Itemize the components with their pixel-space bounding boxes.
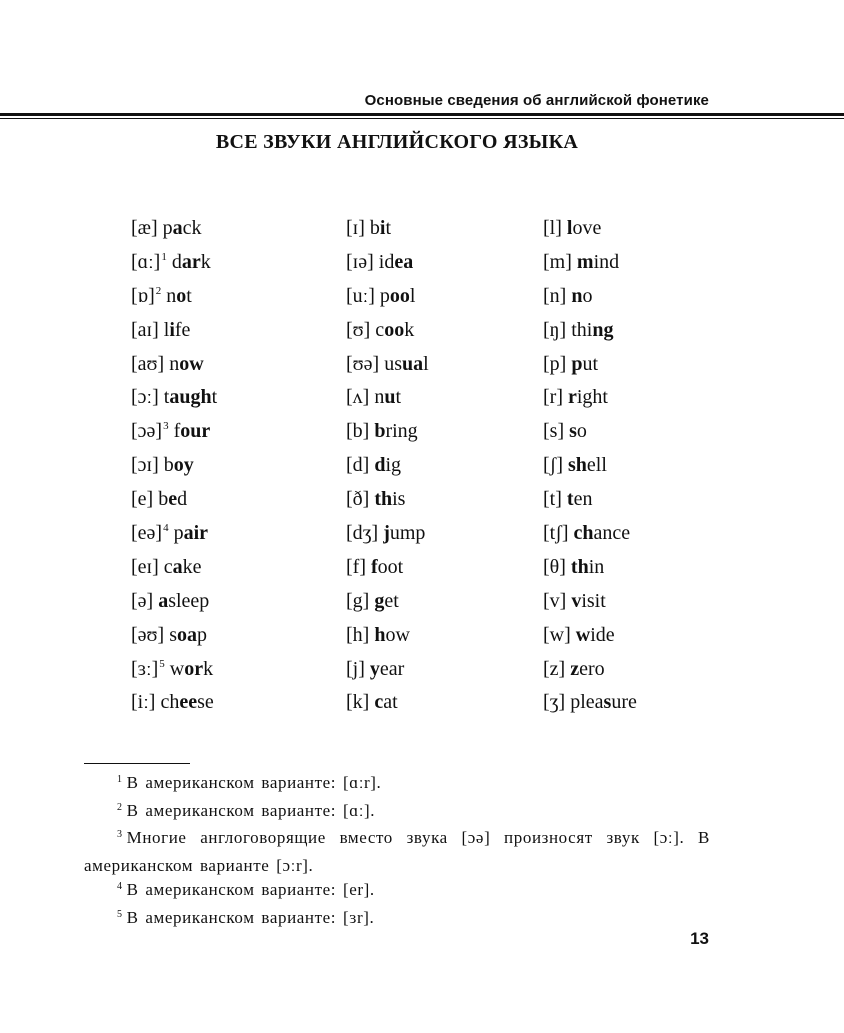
word-part: ear bbox=[379, 657, 405, 680]
example-word bbox=[379, 251, 413, 273]
example-word bbox=[571, 353, 598, 375]
example-word bbox=[374, 420, 417, 442]
ipa-symbol: [k] bbox=[346, 691, 370, 714]
sound-entry bbox=[543, 350, 637, 384]
word-part: p bbox=[173, 522, 184, 545]
word-part-highlight: d bbox=[374, 454, 386, 477]
sound-entry bbox=[131, 553, 217, 587]
sound-entry bbox=[543, 553, 637, 587]
ipa-symbol: [v] bbox=[543, 589, 567, 612]
example-word bbox=[370, 658, 404, 680]
word-part: n bbox=[166, 284, 177, 307]
word-part: d bbox=[177, 488, 188, 511]
footnote-3 bbox=[84, 826, 710, 878]
sound-entry bbox=[131, 282, 217, 316]
word-part: ump bbox=[389, 522, 426, 545]
word-part-highlight: z bbox=[570, 657, 580, 680]
example-word bbox=[169, 624, 207, 646]
word-part: t bbox=[211, 386, 218, 409]
word-part-highlight: oo bbox=[384, 318, 405, 341]
example-word bbox=[374, 590, 398, 612]
sound-entry bbox=[346, 282, 429, 316]
ipa-symbol: [m] bbox=[543, 250, 572, 273]
word-part-highlight: sh bbox=[567, 454, 587, 477]
word-part: l bbox=[423, 352, 429, 375]
page-number: 13 bbox=[690, 929, 709, 948]
word-part: se bbox=[197, 691, 214, 714]
sound-entry bbox=[346, 350, 429, 384]
ipa-symbol: [w] bbox=[543, 623, 571, 646]
example-word bbox=[571, 319, 613, 341]
sound-entry bbox=[346, 485, 429, 519]
word-part-highlight: th bbox=[570, 555, 589, 578]
ipa-symbol: [ʊ] bbox=[346, 318, 371, 341]
sound-entry bbox=[543, 316, 637, 350]
word-part: ig bbox=[385, 454, 402, 477]
word-part-highlight: e bbox=[168, 488, 178, 511]
word-part-highlight: j bbox=[383, 522, 390, 545]
footnote-ref: 2 bbox=[155, 284, 162, 297]
word-part-highlight: th bbox=[374, 488, 393, 511]
word-part: en bbox=[573, 488, 593, 511]
ipa-symbol: [ʌ] bbox=[346, 386, 370, 409]
word-part-highlight: m bbox=[576, 250, 594, 273]
word-part-highlight: oa bbox=[176, 623, 197, 646]
word-part-highlight: l bbox=[566, 217, 573, 239]
sound-entry bbox=[346, 688, 429, 722]
ipa-symbol: [aʊ] bbox=[131, 352, 165, 375]
word-part-highlight: t bbox=[566, 488, 574, 511]
word-part-highlight: s bbox=[603, 691, 612, 714]
word-part: is bbox=[392, 488, 406, 511]
example-word bbox=[568, 454, 607, 476]
ipa-symbol: [ɪə] bbox=[346, 250, 374, 273]
word-part: et bbox=[384, 589, 399, 612]
word-part: o bbox=[582, 284, 593, 307]
word-part: k bbox=[200, 250, 211, 273]
word-part: fe bbox=[174, 318, 191, 341]
ipa-symbol: [ɜː] bbox=[131, 657, 159, 680]
example-word bbox=[374, 488, 405, 510]
example-word bbox=[384, 353, 428, 375]
example-word bbox=[375, 319, 414, 341]
ipa-symbol: [g] bbox=[346, 589, 370, 612]
example-word bbox=[174, 522, 208, 544]
example-word bbox=[172, 251, 211, 273]
example-word bbox=[374, 691, 397, 713]
sound-entry bbox=[543, 688, 637, 722]
sound-entry bbox=[131, 248, 217, 282]
word-part-highlight: a bbox=[158, 589, 169, 612]
word-part-highlight: s bbox=[569, 420, 577, 443]
word-part: in bbox=[588, 555, 605, 578]
word-part: b bbox=[163, 454, 174, 477]
word-part: k bbox=[404, 318, 415, 341]
word-part-highlight: n bbox=[571, 284, 583, 307]
word-part: ance bbox=[593, 522, 631, 545]
ipa-symbol: [j] bbox=[346, 657, 365, 680]
footnote-text: Многие англоговорящие вместо звука [ɔə] произносят звук [ɔː]. В американском варианте [ɔːr]. bbox=[84, 828, 710, 875]
header-rule-thick bbox=[0, 113, 844, 116]
ipa-symbol: [ɔɪ] bbox=[131, 454, 159, 477]
word-part: n bbox=[374, 386, 385, 409]
ipa-symbol: [eə] bbox=[131, 522, 163, 545]
sound-entry bbox=[543, 485, 637, 519]
word-part: p bbox=[379, 284, 390, 307]
example-word bbox=[374, 624, 410, 646]
sound-entry bbox=[131, 621, 217, 655]
word-part: ove bbox=[572, 217, 602, 239]
word-part: us bbox=[384, 352, 402, 375]
word-part-highlight: a bbox=[172, 555, 183, 578]
ipa-symbol: [ɔː] bbox=[131, 386, 159, 409]
ipa-symbol: [d] bbox=[346, 454, 370, 477]
footnote-ref: 5 bbox=[159, 657, 165, 670]
example-word bbox=[158, 488, 187, 510]
ipa-symbol: [t] bbox=[543, 488, 562, 511]
word-part: t bbox=[385, 217, 392, 239]
footnote-number: 4 bbox=[117, 881, 123, 892]
ipa-symbol: [dʒ] bbox=[346, 522, 379, 545]
word-part: t bbox=[186, 284, 192, 307]
word-part: ch bbox=[160, 691, 180, 714]
sound-entry bbox=[131, 316, 217, 350]
example-word bbox=[576, 624, 615, 646]
word-part: t bbox=[163, 386, 170, 409]
ipa-symbol: [ə] bbox=[131, 589, 154, 612]
word-part-highlight: ua bbox=[401, 352, 424, 375]
ipa-symbol: [ʃ] bbox=[543, 454, 563, 477]
example-word bbox=[160, 691, 213, 713]
sound-entry bbox=[346, 621, 429, 655]
sound-column-3 bbox=[543, 214, 637, 722]
footnotes bbox=[84, 771, 710, 933]
example-word bbox=[164, 454, 194, 476]
word-part: c bbox=[163, 555, 173, 578]
word-part: ke bbox=[182, 555, 202, 578]
sound-entry bbox=[346, 451, 429, 485]
ipa-symbol: [ŋ] bbox=[543, 318, 567, 341]
sound-entry bbox=[346, 553, 429, 587]
ipa-symbol: [ʒ] bbox=[543, 691, 566, 714]
example-word bbox=[570, 691, 637, 713]
word-part: isit bbox=[581, 589, 606, 612]
footnote-text: В американском варианте: [ɜr]. bbox=[126, 907, 375, 927]
example-word bbox=[163, 217, 202, 239]
example-word bbox=[164, 386, 217, 408]
ipa-symbol: [eɪ] bbox=[131, 555, 159, 578]
sound-entry bbox=[131, 417, 217, 451]
sound-entry bbox=[346, 383, 429, 417]
footnote-number: 5 bbox=[117, 908, 123, 920]
ipa-symbol: [ɑː] bbox=[131, 250, 161, 273]
example-word bbox=[569, 420, 587, 442]
ipa-symbol: [æ] bbox=[131, 217, 158, 239]
word-part: w bbox=[169, 657, 185, 680]
word-part: o bbox=[576, 420, 587, 443]
sound-column-2 bbox=[346, 214, 429, 722]
example-word bbox=[374, 454, 401, 476]
ipa-symbol: [p] bbox=[543, 352, 567, 375]
word-part-highlight: f bbox=[370, 555, 378, 578]
sound-entry bbox=[543, 417, 637, 451]
sound-entry bbox=[346, 417, 429, 451]
footnote-separator bbox=[84, 763, 190, 764]
ipa-symbol: [z] bbox=[543, 657, 566, 680]
example-word bbox=[574, 522, 631, 544]
word-part-highlight: oo bbox=[389, 284, 410, 307]
sound-entry bbox=[131, 587, 217, 621]
footnote-number: 2 bbox=[117, 801, 123, 813]
example-word bbox=[383, 522, 425, 544]
word-part-highlight: oy bbox=[173, 454, 194, 477]
ipa-symbol: [ʊə] bbox=[346, 352, 380, 375]
sound-entry bbox=[346, 655, 429, 689]
sound-entry bbox=[543, 214, 637, 248]
ipa-symbol: [r] bbox=[543, 386, 563, 409]
word-part: ight bbox=[576, 386, 608, 409]
sound-column-1 bbox=[131, 214, 217, 722]
ipa-symbol: [θ] bbox=[543, 555, 566, 578]
example-word bbox=[570, 658, 604, 680]
footnote-number: 3 bbox=[117, 829, 123, 840]
ipa-symbol: [f] bbox=[346, 555, 366, 578]
running-head: Основные сведения об английской фонетике bbox=[364, 92, 709, 109]
sound-entry bbox=[346, 214, 429, 248]
word-part: at bbox=[383, 691, 398, 714]
sound-entry bbox=[346, 519, 429, 553]
word-part: id bbox=[378, 250, 395, 273]
word-part: n bbox=[169, 352, 180, 375]
word-part-highlight: augh bbox=[169, 386, 212, 409]
word-part: sleep bbox=[168, 589, 210, 612]
example-word bbox=[371, 556, 403, 578]
word-part: plea bbox=[570, 691, 604, 714]
word-part: k bbox=[203, 657, 214, 680]
example-word bbox=[577, 251, 619, 273]
word-part-highlight: ow bbox=[179, 352, 204, 375]
footnote-ref: 4 bbox=[163, 522, 169, 535]
ipa-symbol: [aɪ] bbox=[131, 318, 159, 341]
word-part: ut bbox=[582, 352, 599, 375]
ipa-symbol: [l] bbox=[543, 217, 562, 239]
word-part-highlight: i bbox=[169, 318, 175, 341]
sound-entry bbox=[543, 282, 637, 316]
page-title: ВСЕ ЗВУКИ АНГЛИЙСКОГО ЯЗЫКА bbox=[215, 131, 579, 153]
sound-entry bbox=[543, 587, 637, 621]
word-part: c bbox=[375, 318, 385, 341]
sound-entry bbox=[131, 451, 217, 485]
word-part-highlight: ch bbox=[573, 522, 594, 545]
sound-entry bbox=[131, 214, 217, 248]
footnote-text: В американском варианте: [er]. bbox=[126, 880, 375, 899]
example-word bbox=[567, 488, 593, 510]
example-word bbox=[164, 556, 202, 578]
word-part-highlight: ee bbox=[179, 691, 198, 714]
example-word bbox=[571, 285, 592, 307]
ipa-symbol: [b] bbox=[346, 420, 370, 443]
footnote-2 bbox=[84, 799, 710, 827]
header-rule-thin bbox=[0, 118, 844, 119]
example-word bbox=[166, 285, 192, 307]
footnote-5 bbox=[84, 906, 710, 934]
footnote-ref: 3 bbox=[163, 420, 169, 433]
ipa-symbol: [h] bbox=[346, 623, 370, 646]
footnote-number: 1 bbox=[117, 774, 123, 785]
sound-entry bbox=[346, 316, 429, 350]
sound-entry bbox=[346, 587, 429, 621]
word-part: thi bbox=[571, 318, 593, 341]
sound-entry bbox=[543, 621, 637, 655]
word-part-highlight: a bbox=[172, 217, 183, 239]
word-part: l bbox=[409, 284, 416, 307]
word-part: ck bbox=[182, 217, 202, 239]
word-part: l bbox=[163, 318, 170, 341]
word-part-highlight: o bbox=[176, 284, 187, 307]
word-part: d bbox=[171, 250, 182, 273]
example-word bbox=[568, 386, 608, 408]
ipa-symbol: [s] bbox=[543, 420, 565, 443]
sound-entry bbox=[346, 248, 429, 282]
word-part-highlight: h bbox=[374, 623, 386, 646]
sound-entry bbox=[131, 350, 217, 384]
ipa-symbol: [ð] bbox=[346, 488, 370, 511]
footnote-4 bbox=[84, 878, 710, 906]
sound-entry bbox=[131, 655, 217, 689]
example-word bbox=[158, 590, 209, 612]
word-part: oot bbox=[377, 555, 404, 578]
word-part-highlight: w bbox=[575, 623, 591, 646]
word-part-highlight: p bbox=[571, 352, 583, 375]
footnote-ref: 1 bbox=[161, 250, 167, 263]
example-word bbox=[567, 217, 601, 239]
sound-entry bbox=[131, 383, 217, 417]
ipa-symbol: [ɔə] bbox=[131, 420, 163, 443]
word-part: t bbox=[395, 386, 402, 409]
example-word bbox=[374, 386, 401, 408]
word-part: ero bbox=[579, 657, 605, 680]
example-word bbox=[571, 556, 604, 578]
footnote-1 bbox=[84, 771, 710, 799]
word-part: ure bbox=[611, 691, 637, 714]
word-part-highlight: r bbox=[567, 386, 577, 409]
word-part-highlight: our bbox=[180, 420, 211, 443]
word-part: s bbox=[169, 623, 177, 646]
ipa-symbol: [uː] bbox=[346, 284, 375, 307]
word-part: f bbox=[173, 420, 181, 443]
word-part-highlight: i bbox=[379, 217, 386, 239]
ipa-symbol: [ɒ] bbox=[131, 284, 155, 307]
example-word bbox=[370, 217, 391, 239]
word-part: ind bbox=[593, 250, 620, 273]
ipa-symbol: [tʃ] bbox=[543, 522, 569, 545]
sound-entry bbox=[543, 451, 637, 485]
word-part: b bbox=[369, 217, 380, 239]
example-word bbox=[170, 658, 213, 680]
sound-entry bbox=[131, 519, 217, 553]
word-part: ow bbox=[385, 623, 410, 646]
word-part: ell bbox=[586, 454, 607, 477]
word-part: p bbox=[196, 623, 207, 646]
word-part-highlight: ng bbox=[592, 318, 614, 341]
example-word bbox=[164, 319, 191, 341]
example-word bbox=[571, 590, 605, 612]
word-part-highlight: c bbox=[374, 691, 384, 714]
word-part-highlight: b bbox=[374, 420, 386, 443]
word-part-highlight: u bbox=[384, 386, 396, 409]
example-word bbox=[169, 353, 203, 375]
word-part-highlight: ea bbox=[394, 250, 414, 273]
word-part-highlight: y bbox=[369, 657, 380, 680]
word-part: ide bbox=[590, 623, 615, 646]
footnote-text: В американском варианте: [ɑːr]. bbox=[126, 773, 382, 792]
example-word bbox=[174, 420, 211, 442]
ipa-symbol: [iː] bbox=[131, 691, 156, 714]
word-part-highlight: g bbox=[374, 589, 385, 612]
sound-entry bbox=[543, 655, 637, 689]
sound-entry bbox=[543, 383, 637, 417]
ipa-symbol: [ɪ] bbox=[346, 217, 365, 239]
ipa-symbol: [n] bbox=[543, 284, 567, 307]
sound-entry bbox=[131, 688, 217, 722]
sound-entry bbox=[543, 519, 637, 553]
word-part: b bbox=[158, 488, 169, 511]
word-part: p bbox=[162, 217, 173, 239]
word-part-highlight: or bbox=[184, 657, 204, 680]
sound-entry bbox=[543, 248, 637, 282]
word-part-highlight: v bbox=[571, 589, 582, 612]
word-part-highlight: air bbox=[183, 522, 209, 545]
example-word bbox=[380, 285, 416, 307]
word-part: ring bbox=[385, 420, 418, 443]
footnote-text: В американском варианте: [ɑː]. bbox=[126, 800, 376, 820]
ipa-symbol: [əʊ] bbox=[131, 623, 165, 646]
sound-entry bbox=[131, 485, 217, 519]
word-part-highlight: ar bbox=[181, 250, 201, 273]
ipa-symbol: [e] bbox=[131, 488, 154, 511]
